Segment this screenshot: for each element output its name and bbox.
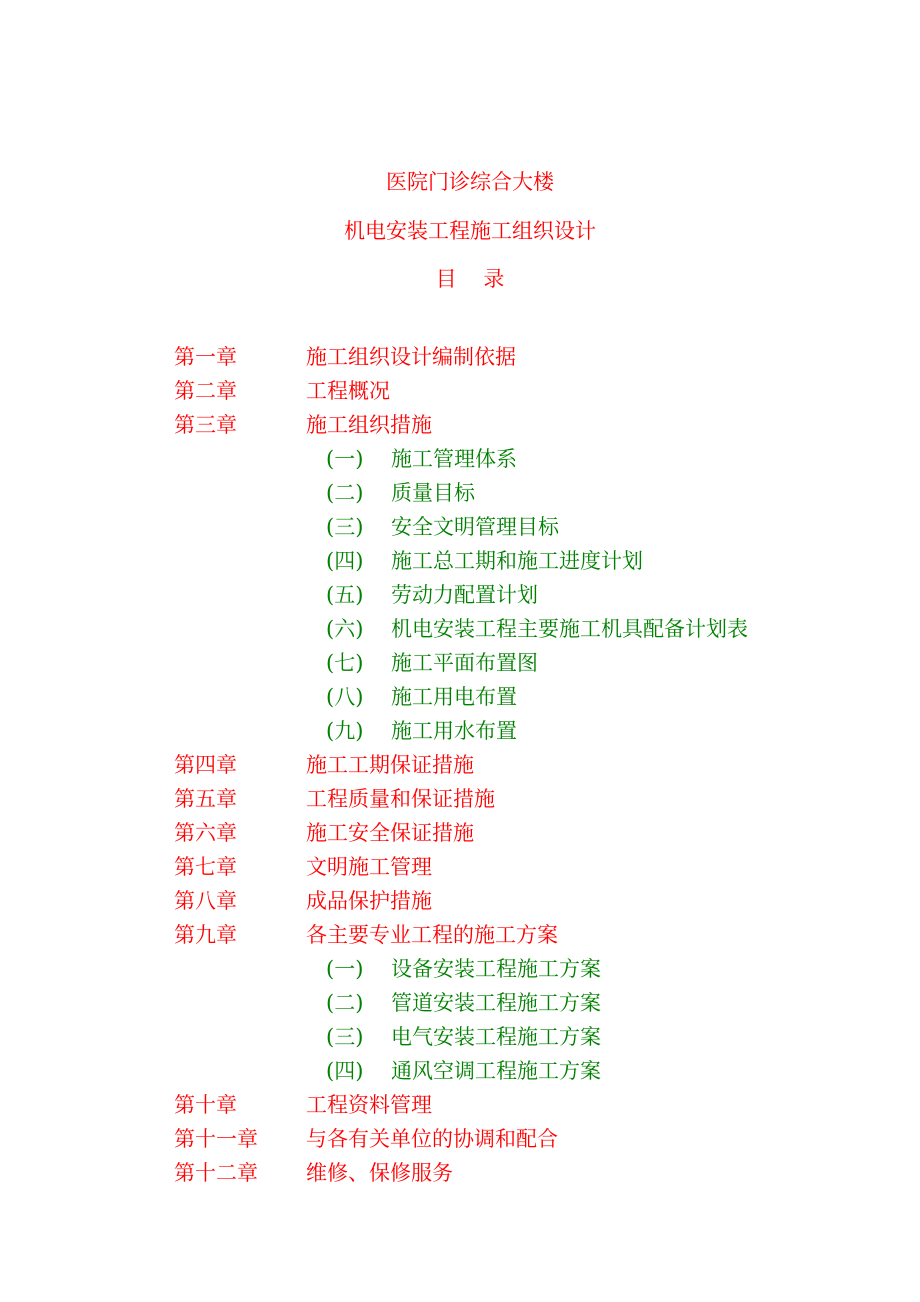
- toc-entry-number: 第九章: [174, 923, 237, 947]
- toc-entry-title: 施工组织设计编制依据: [306, 345, 516, 369]
- toc-entry-title: 工程概况: [306, 379, 390, 403]
- document-subtitle: 机电安装工程施工组织设计: [344, 219, 596, 243]
- toc-entry-number: (三): [326, 1025, 364, 1049]
- toc-entry-title: 施工用电布置: [391, 685, 517, 709]
- toc-entry-number: (七): [326, 651, 364, 675]
- toc-entry-number: 第八章: [174, 889, 237, 913]
- toc-entry-title: 质量目标: [391, 481, 475, 505]
- toc-entry-title: 机电安装工程主要施工机具配备计划表: [391, 617, 748, 641]
- toc-entry-title: 电气安装工程施工方案: [391, 1025, 601, 1049]
- toc-entry-title: 施工总工期和施工进度计划: [391, 549, 643, 573]
- toc-entry-number: (三): [326, 515, 364, 539]
- toc-entry-number: 第二章: [174, 379, 237, 403]
- document-title: 医院门诊综合大楼: [386, 170, 554, 194]
- toc-entry-number: (四): [326, 1059, 364, 1083]
- toc-entry-title: 工程资料管理: [306, 1093, 432, 1117]
- toc-heading: 目 录: [435, 267, 505, 291]
- toc-entry-number: 第六章: [174, 821, 237, 845]
- toc-entry-number: 第十二章: [174, 1161, 258, 1185]
- toc-entry-title: 工程质量和保证措施: [306, 787, 495, 811]
- toc-entry-title: 管道安装工程施工方案: [391, 991, 601, 1015]
- toc-entry-title: 通风空调工程施工方案: [391, 1059, 601, 1083]
- toc-entry-number: (四): [326, 549, 364, 573]
- toc-entry-title: 施工工期保证措施: [306, 753, 474, 777]
- toc-entry-title: 施工组织措施: [306, 413, 432, 437]
- toc-entry-title: 各主要专业工程的施工方案: [306, 923, 558, 947]
- toc-entry-title: 与各有关单位的协调和配合: [306, 1127, 558, 1151]
- toc-entry-number: 第三章: [174, 413, 237, 437]
- toc-entry-number: (九): [326, 719, 364, 743]
- toc-entry-number: (六): [326, 617, 364, 641]
- toc-entry-title: 施工用水布置: [391, 719, 517, 743]
- toc-entry-number: 第十一章: [174, 1127, 258, 1151]
- toc-entry-title: 安全文明管理目标: [391, 515, 559, 539]
- toc-entry-number: (一): [326, 447, 364, 471]
- toc-entry-number: (八): [326, 685, 364, 709]
- toc-entry-title: 劳动力配置计划: [391, 583, 538, 607]
- toc-entry-title: 文明施工管理: [306, 855, 432, 879]
- toc-entry-number: 第七章: [174, 855, 237, 879]
- toc-entry-number: (二): [326, 991, 364, 1015]
- toc-entry-title: 施工安全保证措施: [306, 821, 474, 845]
- toc-entry-number: 第一章: [174, 345, 237, 369]
- toc-entry-number: (二): [326, 481, 364, 505]
- toc-entry-title: 设备安装工程施工方案: [391, 957, 601, 981]
- toc-entry-number: 第五章: [174, 787, 237, 811]
- toc-entry-number: 第四章: [174, 753, 237, 777]
- toc-entry-title: 施工管理体系: [391, 447, 517, 471]
- toc-entry-title: 维修、保修服务: [306, 1161, 453, 1185]
- toc-entry-title: 成品保护措施: [306, 889, 432, 913]
- toc-entry-title: 施工平面布置图: [391, 651, 538, 675]
- toc-entry-number: 第十章: [174, 1093, 237, 1117]
- toc-entry-number: (五): [326, 583, 364, 607]
- toc-entry-number: (一): [326, 957, 364, 981]
